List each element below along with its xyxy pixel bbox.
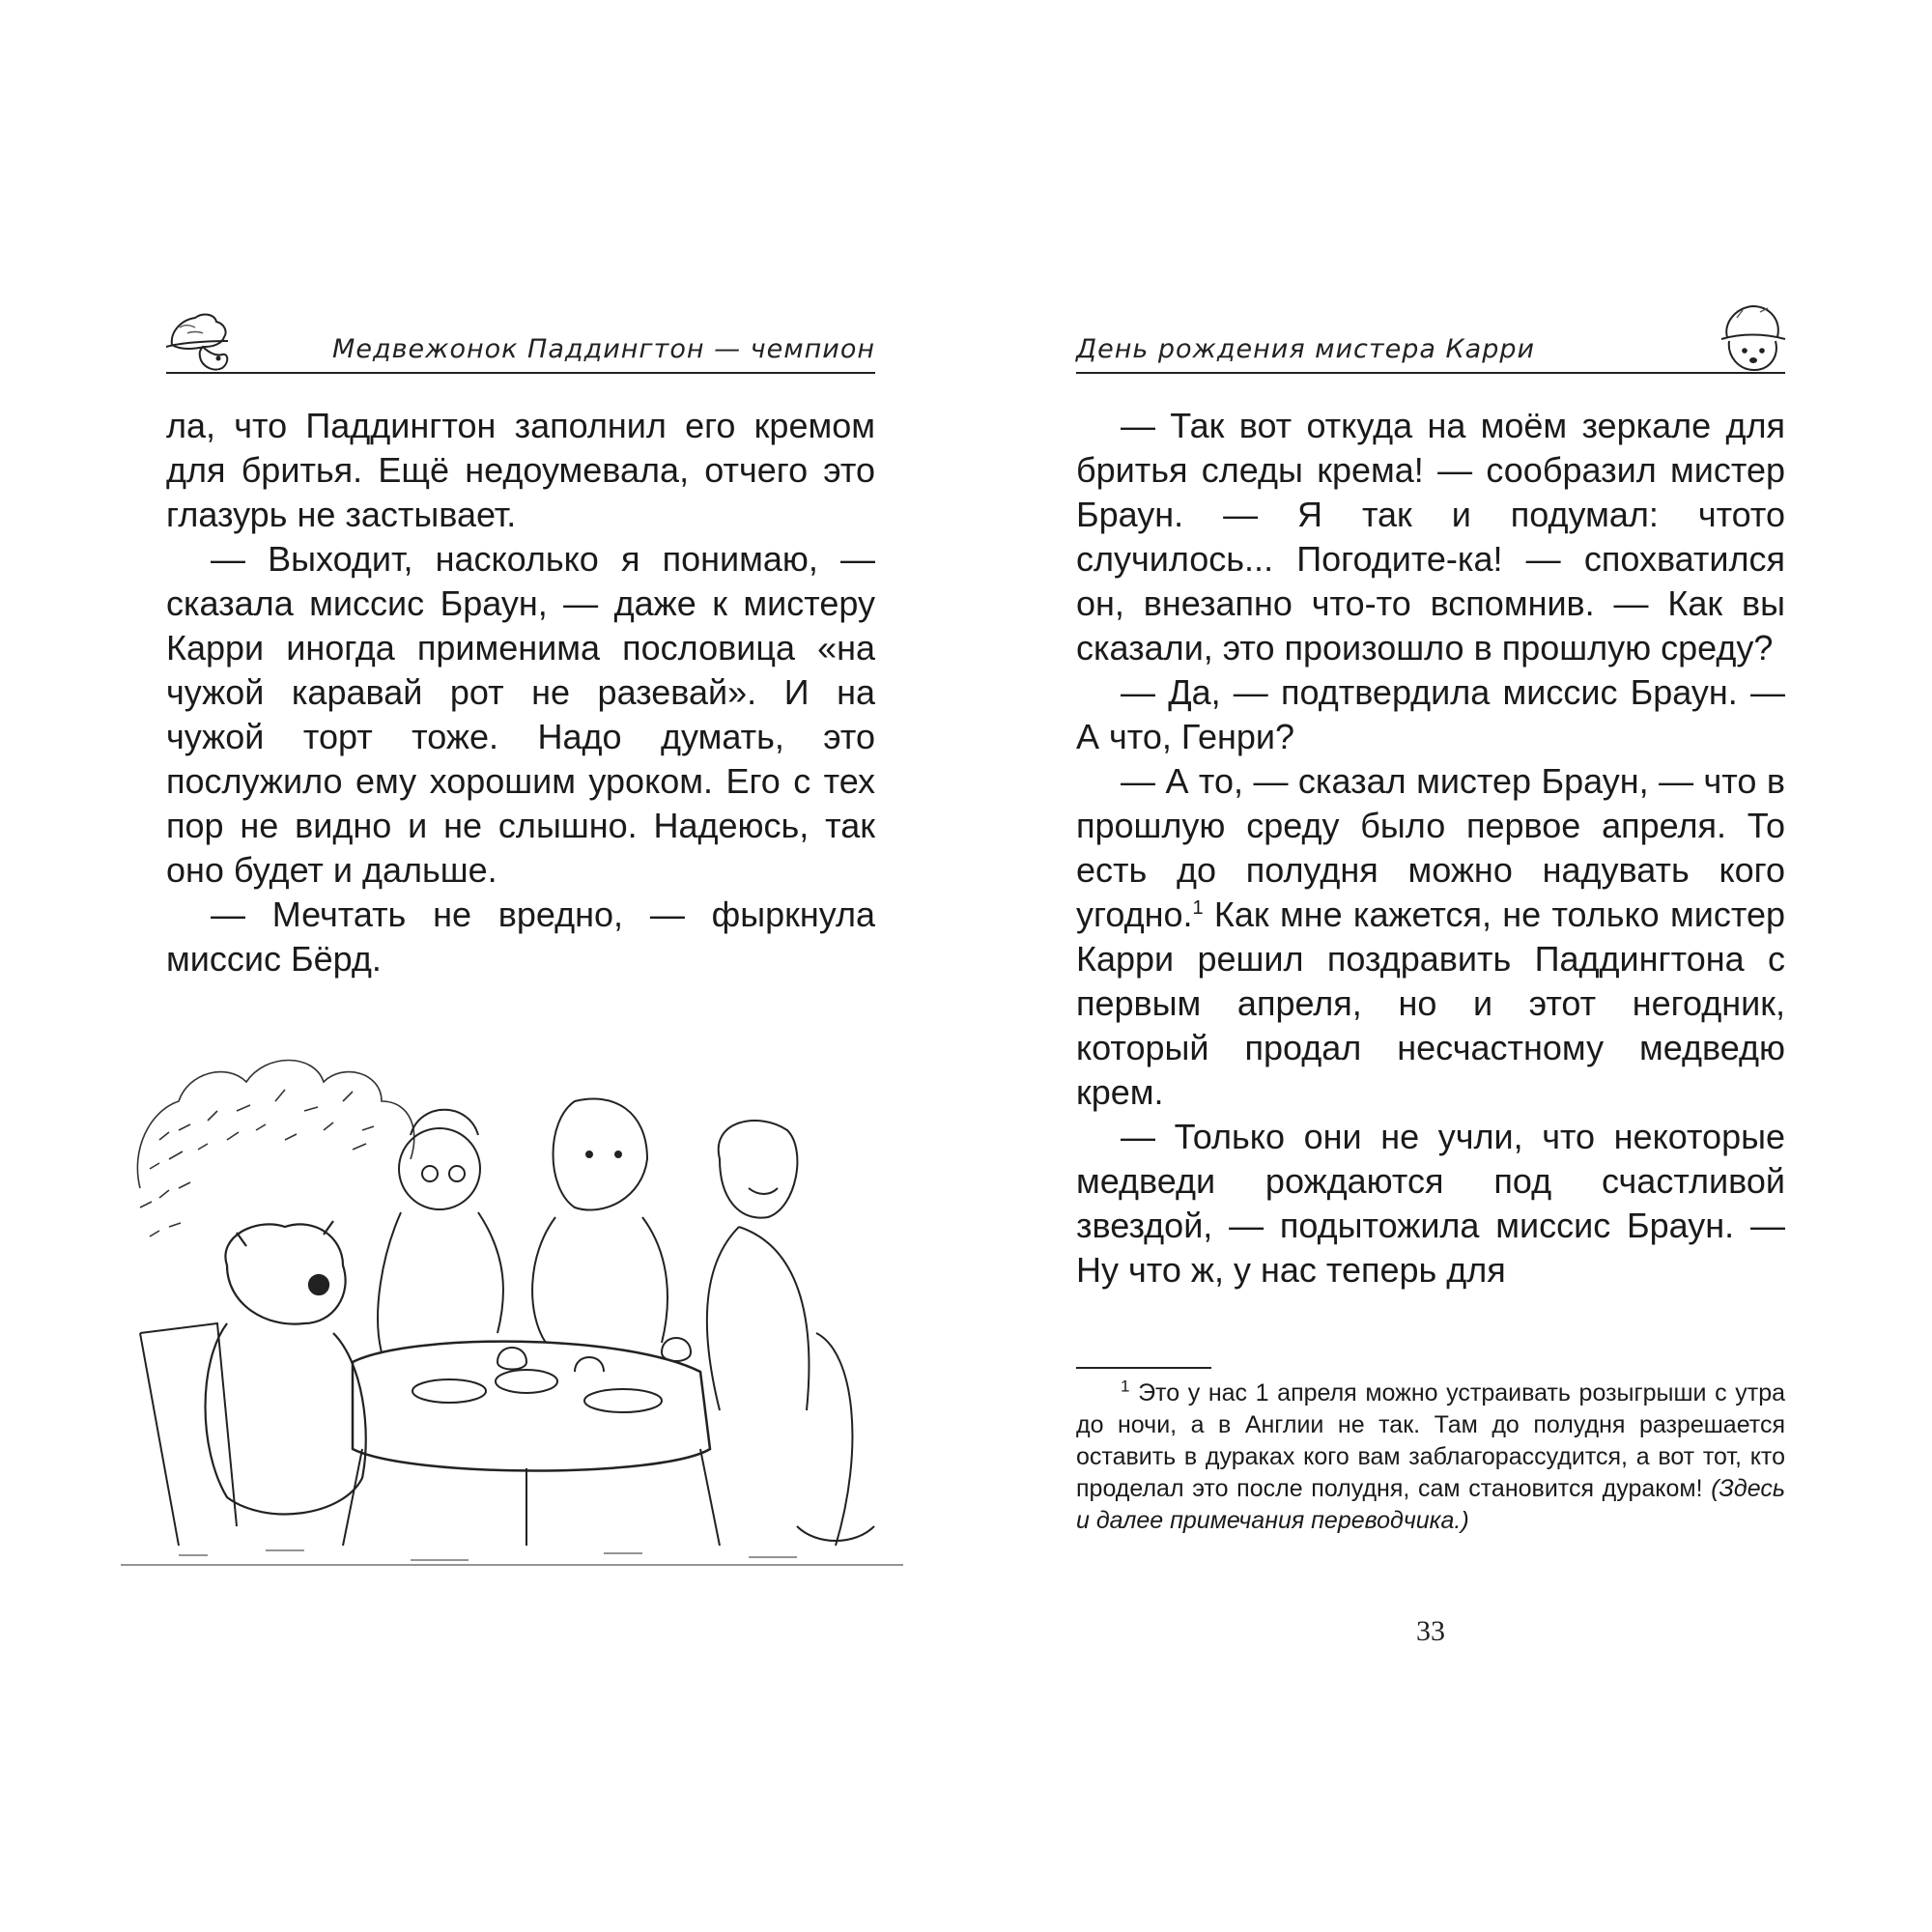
- running-title-right: День рождения мистера Карри: [1076, 334, 1536, 364]
- footnote-reference[interactable]: 1: [1192, 897, 1204, 919]
- running-head-left: [166, 324, 875, 374]
- right-paragraph-3: [1076, 759, 1785, 1115]
- page-number: 33: [1416, 1615, 1445, 1647]
- right-paragraph-2: — Да, — подтвердила миссис Браун. — А что, Генри?: [1076, 672, 1785, 756]
- left-text-block: [166, 404, 875, 981]
- footnote-mark: 1: [1121, 1377, 1130, 1396]
- footnote-translator-note: (Здесь и далее примечания переводчика.): [1076, 1475, 1785, 1534]
- paddington-face-icon: [1714, 298, 1791, 374]
- footnote-text: Это у нас 1 апреля можно устраивать розыгрыши с утра до ночи, а в Англии не так. Там до полудня разрешается оставить в дураках кого вам заблагорассудится, а вот тот, кто проделал это после полудня, сам становится дураком!: [1076, 1379, 1785, 1502]
- tea-party-illustration: [121, 1043, 903, 1584]
- footnote: [1076, 1378, 1785, 1537]
- right-text-block: [1076, 404, 1785, 1293]
- right-paragraph-1: — Так вот откуда на моём зеркале для бритья следы крема! — сообразил мистер Браун. — Я так и подумал: чтото случилось... Погодите-ка! — спохватился он, внезапно что-то вспомнив. — Как вы сказали, это произошло в прошлую среду?: [1076, 406, 1785, 668]
- right-paragraph-3-lead: — А то, — сказал мистер Браун, — что в прошлую среду было первое апреля. То есть до полудня можно надувать кого угодно.: [1076, 761, 1785, 934]
- left-paragraph-1: ла, что Паддингтон заполнил его кремом для бритья. Ещё недоумевала, отчего это глазурь не застывает.: [166, 406, 875, 534]
- left-paragraph-2: — Выходит, насколько я понимаю, — сказала миссис Браун, — даже к мистеру Карри иногда применима пословица «на чужой каравай рот не разевай». И на чужой торт тоже. Надо думать, это послужило ему хорошим уроком. Его с тех пор не видно и не слышно. Надеюсь, так оно будет и дальше.: [166, 539, 875, 890]
- paddington-hat-icon: [160, 298, 238, 374]
- running-head-right: [1076, 324, 1785, 374]
- footnote-divider: [1076, 1367, 1211, 1369]
- right-paragraph-4: — Только они не учли, что некоторые медведи рождаются под счастливой звездой, — подытожила миссис Браун. — Ну что ж, у нас теперь для: [1076, 1117, 1785, 1290]
- left-paragraph-3: — Мечтать не вредно, — фыркнула миссис Бёрд.: [166, 895, 875, 979]
- right-paragraph-3-tail: Как мне кажется, не только мистер Карри решил поздравить Паддингтона с первым апреля, но и этот негодник, который продал несчастному медведю крем.: [1076, 895, 1785, 1112]
- running-title-left: Медвежонок Паддингтон — чемпион: [332, 334, 875, 364]
- right-page: [966, 0, 1932, 1932]
